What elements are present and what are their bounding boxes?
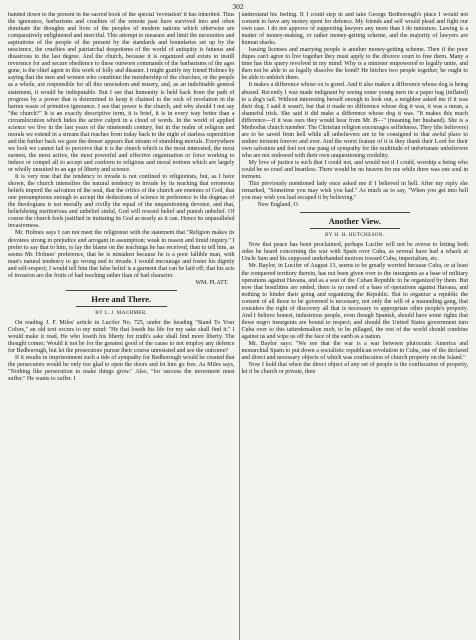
- article-paragraph: Now that peace has been proclaimed, perhaps Lucifer will not be averse to letting both sides be heard concerning the war with Spain over Cuba, as several have had a whack at Uncle Sam and his supposed underhanded motives toward Cuba, imperialism, etc.: [241, 242, 468, 263]
- right-column: [240, 12, 469, 640]
- columns: [8, 12, 468, 640]
- article-paragraph: Mr. Holmes says I can not meet the religionist with the statement that "Religion makes its devotees strong in prejudice and arrogant in assumption; weak in reason and timid inquiry." I prefer to say that to him, to lay the blame on the teachings he has received, than to tell him, as seems Mr. Holmes' preference, that he is mistaken because he is a poor fallible man, with man's natural tendency to go wrong and to invade. I would encourage and foster his dignity and self-respect; I would tell him that false belief is a garment that can be laid off; that his acts of invasion are the fruits of bad teaching rather than of bad character.: [8, 230, 235, 279]
- article-paragraph: On reading J. F. Miles' article in Lucifer No. 725, under the heading "Stand To Your Colors," an old text occurs to my mind: "He that loseth his life for my sake shall find it." I would make it read, He who loseth his liberty for truth's sake shall find more liberty. The thought comes: Would it not be for the greatest good of the cause to not employ any defence for Bedborough, but let the prosecutors pursue their course unresisted and see the outcome?: [8, 319, 235, 355]
- section-divider: [66, 290, 177, 291]
- article-paragraph: Mr. Baylor says: "We see that the war is a war between plutocratic America and monarchial Spain to put down a socialistic republican revolution in Cuba, one of the declared and direct and necessary objects of which was confiscation of church property on the Island.": [241, 340, 468, 362]
- article-paragraph: understand his feeling. If I could step in and take George Bedborough's place I would not consent to have any money spent for defence. My friends and self would plead and fight our own case. I do not approve of supporting lawyers any more than I do ministers. Lawing is a matter of money-making, or rather money-getting scheme, and the majority of lawyers are human sharks.: [241, 12, 468, 47]
- title-underline: [310, 228, 401, 229]
- article-paragraph: Mr. Baylor, in Lucifer of August 13, seems to be greatly worried because Cuba, or at least the conquered territory therein, has not been given over to the insurgents as a base of military operations against Havana, and as a seat of the Cuban Republic to be organized by them. But now that hostilities are ended, there is no need of a base of operations against Havana, and nothing to hinder their going and organizing the Republic. But to organize a republic the consent of all those to be governed is necessary, not only the will of a marauding gang, that considers the right of discovery all that is necessary to appropriate other people's property. And I believe honest, industrious people, even though Spanish, should have some rights that those negro insurgents are bound to respect; and should the United States government turn Cuba over to this tatterdemalion mob, to be pillaged, the rest of the world should combine against us and wipe us off the face of the earth as a nation.: [241, 263, 468, 340]
- left-column: [8, 12, 240, 640]
- page-number: 302: [232, 2, 244, 11]
- section-divider: [300, 212, 411, 213]
- byline: BY L. J. MACHMER.: [95, 309, 148, 316]
- title-underline: [76, 306, 167, 307]
- section-title: Another View.: [328, 216, 381, 227]
- article-paragraph: It is very true that the tendency to invade is not confined to religionists, but, as I have shown, the church intensifies the natural tendency to invade by its teaching that erroneous beliefs imperil the salvation of the soul, that the critics of the church are enemies of God, that one presumptuous enough to accept the deductions of science in preference to the dogmas of the theologians is not morally and civilly the equal of the unquestioning devotee, and that, beliefsbeing meritorious and unbelief sinful, God will reward belief and punish unbelief. Of course the church feels justified in imitating its God as nearly as it can. Hence its unparalleled invasiveness.: [8, 174, 235, 230]
- article-paragraph: This previously mentioned lady once asked me if I believed in hell. After my reply she remarked, "Sometime you may wish you had." As much as to say, "When you get into hell you may wish you had escaped it by believing.": [241, 181, 468, 202]
- article-paragraph: handed down to the present in the sacred book of the special 'revelation' it has inherited. Thus the ignorance, barbarisms and cruelties of the remote past have survived into and often dominate the thoughts and lives of the peoples of modern nations which otherwise are comparatively enlightened and merciful. This attempt to measure and limit the necessities and aspirations of the people of the present by the standards and boundaries set up by the nescience, the cruelties and patriarchal despotisms of the world of antiquity is fatuous and disastrous to the last degree. And the church, because it is organized and exists to instill reverence for and secure obedience to these outworn commands of the barbarisms of the ages gone, is the chief agent in this work of folly and disaster. I might gratify my friend Holmes by saying that the men and women who constitute the membership of the churches, or the people as a whole, are responsible for all this unwisdom and misery, and, as an indefinable general statement, it would be indisputable. But I see that humanity is held back from the path of progress by a power that is determined to keep it chained to the rock of revelation in the barren waste of primitive ignorance. I see that power is the church, and why should I not say "the church?" It is an exactly descriptive term, it is brief, it is in every way better than a circumlocution which hides the active culprit in a cloud of words. In the world of applied science we live in the last years of the nineteenth century, but in the realm of religion and morals we extend in a stream that reaches from today back to the night of starless superstition and the further back we gaze the denser appears that stream of stumbling mortals. Everywhere we look we cannot fail to perceive that it is the church which is the most interested, the most earnest, the most active, the most powerful and effective organization or force working to induce or compel all to accept and conform to religious and moral notions which are largely or wholly unsuited to an age of liberty and science.: [8, 12, 235, 174]
- article-paragraph: My love of justice is such that I could not, and would not if I could, worship a being who could be so cruel and heartless. There would be no heaven for me while there was one soul in torment.: [241, 159, 468, 181]
- article-paragraph: Issuing licenses and marrying people is another money-getting scheme. Then if the poor dupes can't agree to live together they must apply to the divorce court to free them. Many a time has this query revolved in my mind: Why is a minister empowered to legally unite, and then not be able to as legally dissolve the bond? He hitches two people together, he ought to be able to unhitch them.: [241, 47, 468, 82]
- article-paragraph: If it results in imprisonment such a tide of sympathy for Bedborough would be created that the persecutors would be only too glad to open the doors and let him go free. As Miles says, "Nothing like persecution to make things grow." Also, "for success the movement must suffer." He wants to suffer. I: [8, 355, 235, 383]
- section-title: Here and There.: [91, 293, 152, 304]
- article-paragraph: It makes a difference whose ox is gored. And it also makes a difference whose dog is being abused. Recently I was made indignant by seeing some young men tie a paper bag (inflated) to a dog's tail. Without interesting herself enough to look out, a neighbor asked me if it was their dog. I said it wasn't, but that it made no difference whose dog it was, it was a mean, a shameful trick. She said it did make a difference whose dog it was. "It makes this much difference—if it was ours they would hear from Mr. B—" (meaning her husband). She is a Methodist church member. The Christian religion encourages selfishness. They (the believers) are to be saved from hell while all unbelievers are to be consigned to that awful place to endure torment forever and ever. And the worst feature of it is they thank their Lord for their own salvation and feel not one pang of sympathy for the multitude of unfortunate unbelievers who are not endowed with their own unquestioning credulity.: [241, 82, 468, 159]
- author-location: New England, O.: [257, 202, 300, 209]
- author-signature: WM. PLATT.: [195, 279, 229, 286]
- byline: BY H. H. HUTCHESON.: [325, 232, 385, 239]
- article-paragraph: Now I hold that when the direct object of any set of people is the confiscation of property, let it be church or private, then: [241, 362, 468, 376]
